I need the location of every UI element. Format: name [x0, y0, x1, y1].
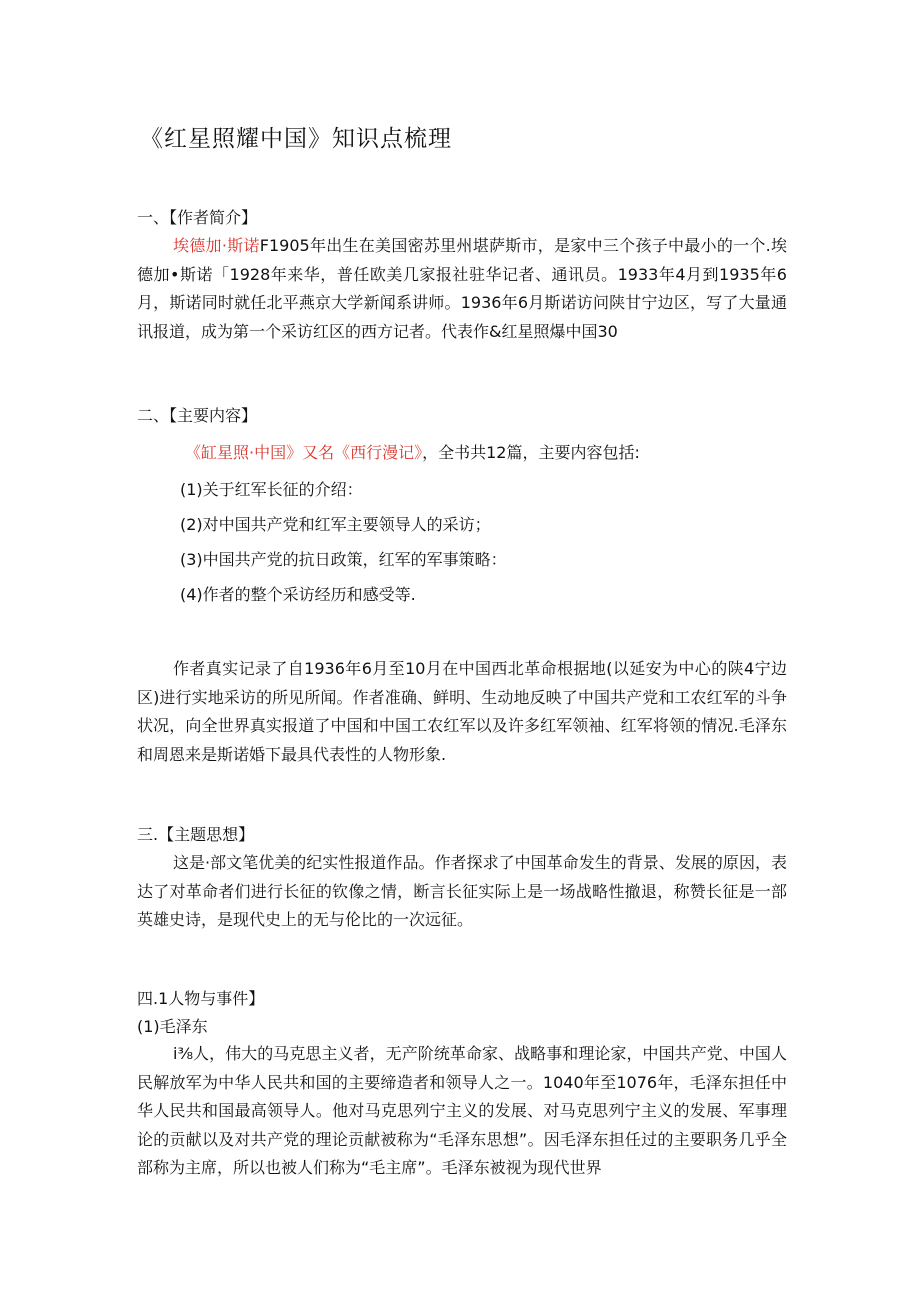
content-item-3: (3)中国共产党的抗日政策，红军的军事策略：: [180, 550, 507, 569]
content-intro: [185, 440, 640, 463]
mao-paragraph: i⅜人，伟大的马克思主义者，无产阶统革命家、战略事和理论家，中国共产党、中国人民解放军为中华人民共和国的主要缔造者和领导人之一。1040年至1076年，毛泽东担任中华人民共和国最高领导人。他对马克思列宁主义的发展、对马克思列宁主义的发展、军事理论的贡献以及对共产党的理论贡献被称为“毛泽东思想”。因毛泽东担任过的主要职务几乎全部称为主席，所以也被人们称为“毛主席”。毛泽东被视为现代世界: [137, 1044, 787, 1177]
content-summary: 作者真实记录了自1936年6月至10月在中国西北革命根据地(以延安为中心的陕4宁边区)进行实地采访的所见所闻。作者准确、鲜明、生动地反映了中国共产党和工农红军的斗争状况，向全世界真实报道了中国和中国工农红军以及许多红军领袖、红军将领的情况.毛泽东和周恩来是斯诺婚下最具代表性的人物形象.: [137, 659, 787, 764]
section-heading-author: 一、【作者简介】: [137, 208, 258, 227]
content-item-1: (1)关于红军长征的介绍：: [180, 480, 363, 499]
sub-heading-mao: (1)毛泽东: [137, 1017, 208, 1036]
content-item-2: (2)对中国共产党和红军主要领导人的采访；: [180, 515, 491, 534]
section-heading-theme: 三.【主题思想】: [137, 825, 255, 844]
author-paragraph: [137, 232, 787, 346]
theme-paragraph: 这是·部文笔优美的纪实性报道作品。作者探求了中国革命发生的背景、发展的原因，表达了对革命者们进行长征的钦像之情，断言长征实际上是一场战略性撤退，称赞长征是一部英雄史诗，是现代史上的无与伦比的一次远征。: [137, 853, 787, 929]
author-name: 埃德加·斯诺: [173, 236, 260, 255]
content-item-4: (4)作者的整个采访经历和感受等.: [180, 585, 416, 604]
content-intro-text: ，全书共12篇，主要内容包括:: [422, 443, 640, 462]
page-title: 《红星照耀中国》知识点梳理: [140, 126, 452, 152]
book-title-alias: 《缸星照·中国》又名《西行漫记》: [185, 443, 423, 462]
section-heading-people: 四.1人物与事件】: [137, 989, 265, 1008]
author-text: F1905年出生在美国密苏里州堪萨斯市，是家中三个孩子中最小的一个.埃德加•斯诺「1928年来华，普任欧美几家报社驻华记者、通讯员。1933年4月到1935年6月，斯诺同时就任北平燕京大学新闻系讲师。1936年6月斯诺访问陕甘宁边区，写了大量通讯报道，成为第一个采访红区的西方记者。代表作&红星照爆中国30: [137, 236, 788, 341]
section-heading-content: 二、【主要内容】: [137, 406, 258, 425]
